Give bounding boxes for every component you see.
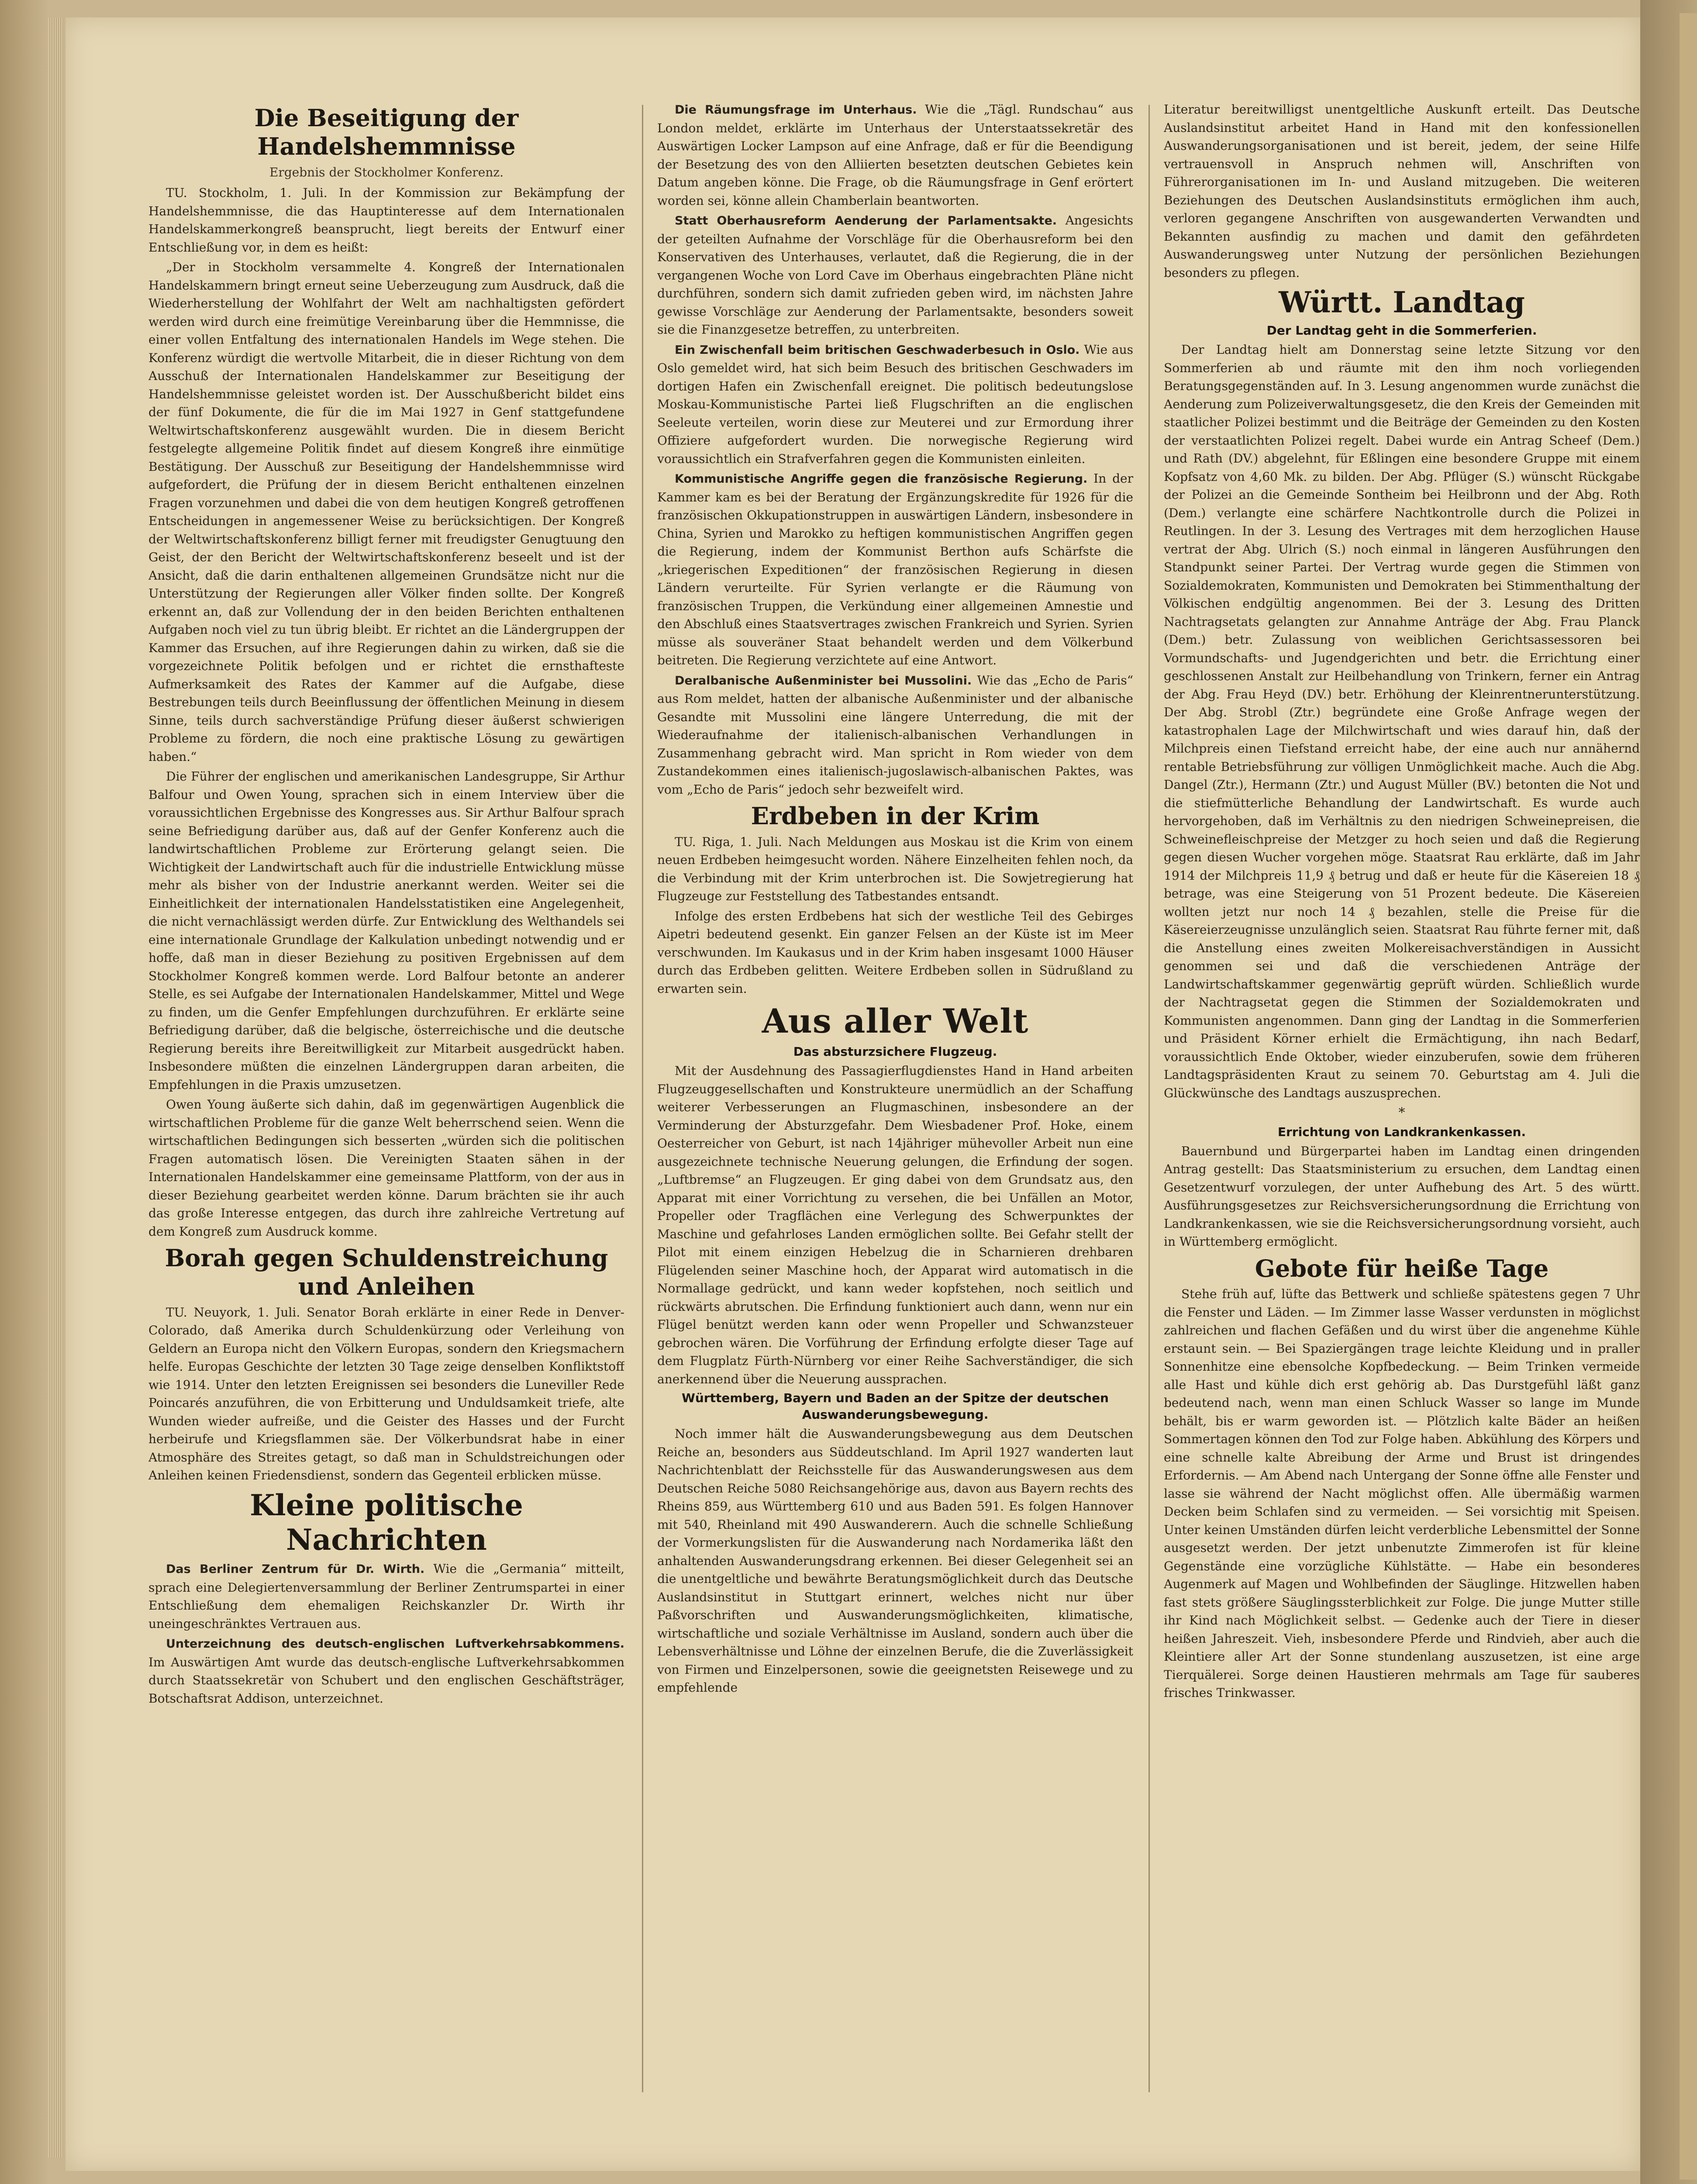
page-stack-edge [48, 17, 63, 2158]
article-paragraph: Bauernbund und Bürgerpartei haben im Landtag einen dringenden Antrag gestellt: Das Staatsministerium zu ersuchen, dem Landtag einen Gesetzentwurf vorzulegen, der unter Aufhebung des Art. 5 des württ. Ausführungsgesetzes zur Reichsversicherungsordnung die Errichtung von Landkrankenkassen, wie sie die Reichsversicherungsordnung vorsieht, auch in Württemberg ermöglicht. [1164, 1144, 1640, 1249]
next-page-edge [1680, 13, 1697, 2180]
news-item-text: Wie die „Tägl. Rundschau“ aus London meldet, erklärte im Unterhaus der Unterstaatssekretär des Auswärtigen Locker Lampson auf eine Anfrage, daß er für die Beendigung der Besetzung des von den Alliierten besetzten deutschen Gebietes kein Datum angeben könne. Die Frage, ob die Räumungsfrage in Genf erörtert worden sei, könne allein Chamberlain beantworten. [657, 102, 1133, 208]
column-middle [657, 100, 1133, 2110]
headline-handelshemmnisse: Die Beseitigung der Handelshemmnisse [254, 104, 519, 160]
article-paragraph: Noch immer hält die Auswanderungsbewegung aus dem Deutschen Reiche an, besonders aus Süddeutschland. Im April 1927 wanderten laut Nachrichtenblatt der Reichsstelle für das Auswanderungswesen aus dem Deutschen Reiche 5080 Reichsangehörige aus, davon aus Bayern rechts des Rheins 859, aus Württemberg 610 und aus Baden 591. Es folgen Hannover mit 540, Rheinland mit 490 Auswanderern. Auch die schnelle Schließung der Vormerkungslisten für die Auswanderung nach Nordamerika läßt den anhaltenden Auswanderungsdrang erkennen. Bei dieser Gelegenheit sei an die unentgeltliche und bewährte Beratungsmöglichkeit durch das Deutsche Auslandsinstitut in Stuttgart erinnert, welches nicht nur über Paßvorschriften und Auswanderungsmöglichkeiten, klimatische, wirtschaftliche und soziale Verhältnisse im Ausland, sondern auch über die Lebensverhältnisse und Löhne der einzelnen Berufe, die die Zuverlässigkeit von Firmen und Einzelpersonen, sowie die geeignetsten Reisewege und zu empfehlende [657, 1427, 1133, 1695]
news-item-head: Deralbanische Außenminister bei Mussolini. [675, 674, 972, 688]
article-paragraph: Literatur bereitwilligst unentgeltliche Auskunft erteilt. Das Deutsche Auslandsinstitut arbeitet Hand in Hand mit den konfessionellen Auswanderungsorganisationen und ist bereit, jedem, der seine Hilfe vertrauensvoll in Anspruch nehmen will, Anschriften von Führerorganisationen im In- und Ausland mitzugeben. Die weiteren Beziehungen des Deutschen Auslandsinstituts ermöglichen ihm auch, verloren gegangene Anschriften von ausgewanderten Verwandten und Bekannten ausfindig zu machen und damit den gefährdeten Auswanderungsweg unter Nutzung der persönlichen Beziehungen besonders zu pflegen. [1164, 102, 1640, 280]
newspaper-page [66, 17, 1640, 2171]
subheadline-landkrankenkassen: Errichtung von Landkrankenkassen. [1277, 1124, 1526, 1139]
news-item-text: Angesichts der geteilten Aufnahme der Vorschläge für die Oberhausreform bei den Konservativen des Unterhauses, verlautet, daß die Regierung, die in der vergangenen Woche von Lord Cave im Oberhaus eingebrachten Pläne nicht durchführen, sondern sich damit zufrieden geben wird, im nächsten Jahre gewisse Vorschläge zur Aenderung der Parlamentsakte, besonders soweit sie die Finanzgesetze betreffen, zu unterbreiten. [657, 213, 1133, 337]
column-left [148, 100, 624, 2110]
separator-star: * [1398, 1105, 1405, 1121]
news-item-text: Wie das „Echo de Paris“ aus Rom meldet, hatten der albanische Außenminister und der albanische Gesandte mit Mussolini eine längere Unterredung, die mit der Wiederaufnahme der italienisch-albanischen Verhandlungen in Zusammenhang gebracht wird. Man spricht in Rom wieder von dem Zustandekommen eines italienisch-jugoslawisch-albanischen Paktes, was vom „Echo de Paris“ jedoch sehr bezweifelt wird. [657, 673, 1133, 797]
news-item [148, 1635, 624, 1707]
binding-edge-left [0, 0, 48, 2184]
article-paragraph: Die Führer der englischen und amerikanischen Landesgruppe, Sir Arthur Balfour und Owen Young, sprachen sich in einem Interview über die voraussichtlichen Ergebnisse des Kongresses aus. Sir Arthur Balfour sprach seine Befriedigung darüber aus, daß auf der Genfer Konferenz auch die landwirtschaftlichen Probleme zur Erörterung gelangt seien. Die Wichtigkeit der Landwirtschaft auch für die industrielle Entwicklung müsse mehr als bisher von der Industrie anerkannt werden. Weiter sei die Einheitlichkeit der internationalen Handelsstatistiken eine Angelegenheit, die nicht vernachlässigt werden dürfe. Zur Entwicklung des Welthandels sei eine internationale Grundlage der Kalkulation unbedingt notwendig und er hoffe, daß man in dieser Beziehung zu positiven Ergebnissen auf dem Stockholmer Kongreß kommen werde. Lord Balfour betonte an anderer Stelle, es sei Aufgabe der Internationalen Handelskammer, Mittel und Wege zu finden, um die Genfer Empfehlungen durchzuführen. Er erklärte seine Befriedigung darüber, daß die belgische, österreichische und die deutsche Regierung bereits ihre Bereitwilligkeit zur Mitarbeit ausgedrückt haben. Insbesondere müßten die einzelnen Ländergruppen daran arbeiten, die Empfehlungen in die Praxis umzusetzen. [148, 769, 624, 1092]
article-paragraph: Der Landtag hielt am Donnerstag seine letzte Sitzung vor den Sommerferien ab und räumte mit den ihm noch vorliegenden Beratungsgegenständen auf. In 3. Lesung angenommen wurde zunächst die Aenderung zum Polizeiverwaltungsgesetz, die den Kreis der Gemeinden mit staatlicher Polizei bestimmt und die Beiträge der Gemeinden zu den Kosten der verstaatlichten Polizei regelt. Dabei wurde ein Antrag Scheef (Dem.) und Rath (DV.) abgelehnt, für Eßlingen eine besondere Gruppe mit einem Kopfsatz von 4,60 Mk. zu bilden. Der Abg. Pflüger (S.) wünscht Rückgabe der Polizei an die Gemeinde Sontheim bei Heilbronn und der Abg. Roth (Dem.) verlangte eine schärfere Nachtkontrolle durch die Polizei in Reutlingen. In der 3. Lesung des Vertrages mit dem herzoglichen Hause vertrat der Abg. Ulrich (S.) noch einmal in längeren Ausführungen den Standpunkt seiner Partei. Der Vertrag wurde gegen die Stimmen von Sozialdemokraten, Kommunisten und Demokraten bei Stimmenthaltung der Völkischen endgültig angenommen. Bei der 3. Lesung des Dritten Nachtragsetats gelangten zur Annahme Anträge der Abg. Frau Planck (Dem.) betr. Zulassung von weiblichen Gerichtsassessoren bei Vormundschafts- und Jugendgerichten und betr. die Errichtung einer geschlossenen Anstalt zur Heilbehandlung von Trinkern, ferner ein Antrag der Abg. Frau Heyd (DV.) betr. Erhöhung der Kleinrentnerunterstützung. Der Abg. Strobl (Ztr.) begründete eine Große Anfrage wegen der katastrophalen Lage der Milchwirtschaft und wies darauf hin, daß der Milchpreis einen Tiefstand erreicht habe, der eine auch nur annähernd rentable Betriebsführung zur völligen Unmöglichkeit mache. Auch die Abg. Dangel (Ztr.), Hermann (Ztr.) und August Müller (BV.) betonten die Not und die stiefmütterliche Behandlung der Landwirtschaft. Es wurde auch hervorgehoben, daß im Verhältnis zu den niedrigen Schweinepreisen, die Schweinefleischpreise der Metzger zu hoch seien und daß die Regierung gegen diesen Wucher vorgehen möge. Staatsrat Rau erklärte, daß im Jahr 1914 der Milchpreis 11,9 ₰ betrug und daß er heute für die Käsereien 18 ₰ betrage, was eine Steigerung von 51 Prozent bedeute. Die Käsereien wollten jetzt nur noch 14 ₰ bezahlen, stelle die Preise für die Käsereierzeugnisse unzulänglich seien. Staatsrat Rau führte ferner mit, daß die Anstellung eines zweiten Molkereisachverständigen in Aussicht genommen sei und daß die verschiedenen Anträge der Landwirtschaftskammer gegenwärtig geprüft würden. Schließlich wurde der Nachtragsetat gegen die Stimmen der Sozialdemokraten und Kommunisten angenommen. Dann ging der Landtag in die Sommerferien und Präsident Körner erhielt die Ermächtigung, ihn nach Bedarf, voraussichtlich Ende Oktober, wieder einzuberufen, sowie dem früheren Landtagspräsidenten Kraut zu seinem 70. Geburtstag am 4. Juli die Glückwünsche des Landtags auszusprechen. [1164, 342, 1640, 1100]
news-item-head: Ein Zwischenfall beim britischen Geschwaderbesuch in Oslo. [675, 343, 1080, 357]
article-paragraph: Owen Young äußerte sich dahin, daß im gegenwärtigen Augenblick die wirtschaftlichen Probleme für die ganze Welt beherrschend seien. Wenn die wirtschaftlichen Bedingungen sich besserten „würden sich die politischen Fragen automatisch lösen. Die Vereinigten Staaten sähen in der Internationalen Handelskammer eine gemeinsame Plattform, von der aus in dieser Beziehung gearbeitet werden könne. Darum brächten sie ihr auch das große Interesse entgegen, das durch ihre zahlreiche Vertretung auf dem Kongreß zum Ausdruck komme. [148, 1097, 624, 1239]
headline-erdbeben: Erdbeben in der Krim [751, 802, 1040, 830]
article-paragraph: TU. Neuyork, 1. Juli. Senator Borah erklärte in einer Rede in Denver-Colorado, daß Amerika durch Schuldenkürzung oder Verleihung von Geldern an Europa nicht den Völkern Europas, sondern den Kriegsmachern helfe. Europas Geschichte der letzten 30 Tage zeige denselben Konfliktstoff wie 1914. Unter den letzten Ereignissen sei besonders die Luneviller Rede Poincarés anzuführen, die von Erbitterung und Unduldsamkeit triefe, alte Wunden wieder aufreiße, und die Geister des Hasses und der Furcht herbeirufe und Kriegsflammen säe. Der Völkerbundsrat habe in einer Atmosphäre des Streites getagt, so daß man in Schuldstreichungen oder Anleihen keinen Friedensdienst, sondern das Gegenteil erblicken müsse. [148, 1305, 624, 1483]
news-item-head: Die Räumungsfrage im Unterhaus. [675, 103, 917, 117]
news-item-text: Wie die „Germania“ mitteilt, sprach eine Delegiertenversammlung der Berliner Zentrumspartei in einer Entschließung dem ehemaligen Reichskanzler Dr. Wirth ihr uneingeschränktes Vertrauen aus. [148, 1562, 624, 1631]
news-item [657, 100, 1133, 210]
news-item [657, 671, 1133, 799]
headline-aus-aller-welt: Aus aller Welt [762, 1002, 1029, 1041]
news-item-head: Das Berliner Zentrum für Dr. Wirth. [166, 1562, 425, 1576]
news-item-head: Unterzeichnung des deutsch-englischen Luftverkehrsabkommens. [166, 1637, 624, 1651]
subheadline-auswanderung: Württemberg, Bayern und Baden an der Spitze der deutschen Auswanderungsbewegung. [681, 1391, 1109, 1422]
article-paragraph: „Der in Stockholm versammelte 4. Kongreß der Internationalen Handelskammern bringt erneut seine Ueberzeugung zum Ausdruck, daß die Wiederherstellung der Wohlfahrt der Welt am nachhaltigsten gefördert werden wird durch eine freimütige Vereinbarung über die Hemmnisse, die einer vollen Entfaltung des internationalen Handels im Wege stehen. Die Konferenz würdigt die wertvolle Mitarbeit, die in dieser Richtung von dem Ausschuß der Internationalen Handelskammer zur Beseitigung der Handelshemmnisse geleistet worden ist. Der Ausschußbericht bildet eins der fünf Dokumente, die für die im Mai 1927 in Genf stattgefundene Weltwirtschaftskonferenz ausgewählt wurden. Die in diesem Bericht festgelegte allgemeine Politik findet auf diesem Kongreß ihre einmütige Bestätigung. Der Ausschuß zur Beseitigung der Handelshemmnisse wird aufgefordert, die Prüfung der in diesem Bericht enthaltenen einzelnen Fragen vorzunehmen und dabei die von dem heutigen Kongreß getroffenen Entscheidungen in angemessener Weise zu berücksichtigen. Der Kongreß der Weltwirtschaftskonferenz billigt ferner mit freudigster Genugtuung den Geist, der den Bericht der Weltwirtschaftskonferenz beseelt und ist der Ansicht, daß die darin enthaltenen allgemeinen Grundsätze nicht nur die Unterstützung der Regierungen aller Völker finden sollte. Der Kongreß erkennt an, daß zur Vollendung der in den beiden Berichten enthaltenen Aufgaben noch viel zu tun übrig bleibt. Er richtet an die Ländergruppen der Kammer das Ersuchen, auf ihre Regierungen dahin zu wirken, daß sie die vorgezeichnete Politik befolgen und er richtet die ernsthafteste Aufmerksamkeit des Rates der Kammer auf die Aufgabe, diese Bestrebungen teils durch Beeinflussung der öffentlichen Meinung in diesem Sinne, teils durch sachverständige Prüfung dieser äußerst schwierigen Probleme zu fördern, die noch eine praktische Lösung zu gewärtigen haben.“ [148, 260, 624, 764]
column-rule [1149, 105, 1150, 2092]
article-paragraph: Infolge des ersten Erdbebens hat sich der westliche Teil des Gebirges Aipetri bedeutend gesenkt. Ein ganzer Felsen an der Küste ist im Meer verschwunden. Im Kaukasus und in der Krim haben insgesamt 1000 Häuser durch das Erdbeben gelitten. Weitere Erdbeben sollen in Südrußland zu erwarten sein. [657, 909, 1133, 996]
news-item [657, 470, 1133, 670]
headline-kleine-nachrichten: Kleine politische Nachrichten [250, 1488, 523, 1557]
subheadline-sommerferien: Der Landtag geht in die Sommerferien. [1266, 323, 1537, 338]
article-paragraph: Mit der Ausdehnung des Passagierflugdienstes Hand in Hand arbeiten Flugzeuggesellschaften und Konstrukteure unermüdlich an der Schaffung weiterer Verbesserungen an Flugmaschinen, insbesondere an der Verminderung der Absturzgefahr. Dem Wiesbadener Prof. Hoke, einem Oesterreicher von Geburt, ist nach 14jähriger mühevoller Arbeit nun eine ausgezeichnete technische Neuerung gelungen, die Erfindung der sogen. „Luftbremse“ an Flugzeugen. Er ging dabei von dem Grundsatz aus, den Apparat mit einer Vorrichtung zu versehen, die bei Unfällen an Motor, Propeller oder Tragflächen eine Verlegung des Schwerpunktes der Maschine und gefahrloses Landen ermöglichen sollte. Bei Gefahr stellt der Pilot mit einem einzigen Hebelzug die in Scharnieren drehbaren Flügelenden seiner Maschine hoch, der Apparat wird automatisch in die Normallage gedrückt, und kann weder kopfstehen, noch seitlich und rückwärts abrutschen. Die Erfindung funktioniert auch dann, wenn nur ein Flügel benützt werden kann oder wenn Propeller und Schwanzsteuer gebrochen wären. Die Vorführung der Erfindung erfolgte dieser Tage auf dem Flugplatz Fürth-Nürnberg vor einer Reihe Sachverständiger, die sich anerkennend über die Neuerung aussprachen. [657, 1064, 1133, 1386]
headline-gebote: Gebote für heiße Tage [1255, 1254, 1549, 1282]
article-paragraph: TU. Riga, 1. Juli. Nach Meldungen aus Moskau ist die Krim von einem neuen Erdbeben heimgesucht worden. Nähere Einzelheiten fehlen noch, da die Verbindung mit der Krim unterbrochen ist. Die Sowjetregierung hat Flugzeuge zur Feststellung des Tatbestandes entsandt. [657, 834, 1133, 904]
news-item-head: Statt Oberhausreform Aenderung der Parlamentsakte. [675, 214, 1057, 228]
news-item-text: In der Kammer kam es bei der Beratung der Ergänzungskredite für 1926 für die französischen Okkupationstruppen in auswärtigen Ländern, insbesondere in China, Syrien und Marokko zu heftigen kommunistischen Angriffen gegen die Regierung, indem der Kommunist Berthon aufs Schärfste die „kriegerischen Expeditionen“ der französischen Regierung in diesen Ländern verurteilte. Für Syrien verlangte er die Räumung von französischen Truppen, die Verkündung einer allgemeinen Amnestie und den Abschluß eines Staatsvertrages zwischen Frankreich und Syrien. Syrien müsse als souveräner Staat behandelt werden und dem Völkerbund beitreten. Die Regierung verzichtete auf eine Antwort. [657, 471, 1133, 667]
headline-borah: Borah gegen Schuldenstreichung und Anleihen [165, 1244, 608, 1300]
article-paragraph: Stehe früh auf, lüfte das Bettwerk und schließe spätestens gegen 7 Uhr die Fenster und Läden. — Im Zimmer lasse Wasser verdunsten in möglichst zahlreichen und flachen Gefäßen und du wirst über die angenehme Kühle erstaunt sein. — Bei Spaziergängen trage leichte Kleidung und in praller Sonnenhitze eine ebensolche Kopfbedeckung. — Beim Trinken vermeide alle Hast und kühle dich erst gehörig ab. Das Durstgefühl läßt ganz bedeutend nach, wenn man einen Schluck Wasser so lange im Munde behält, bis er warm geworden ist. — Plötzlich kalte Bäder an heißen Sommertagen können den Tod zur Folge haben. Abkühlung des Körpers und eine schnelle kalte Abreibung der Arme und Brust ist dringendes Erfordernis. — Am Abend nach Untergang der Sonne öffne alle Fenster und lasse sie während der Nacht möglichst offen. Alle übermäßig warmen Decken beim Schlafen sind zu vermeiden. — Sei vorsichtig mit Speisen. Unter keinen Umständen dürfen leicht verderbliche Lebensmittel der Sonne ausgesetzt werden. Der jetzt unbenutzte Zimmerofen ist für kleine Gegenstände eine vorzügliche Kühlstätte. — Habe ein besonderes Augenmerk auf Magen und Wohlbefinden der Säuglinge. Hitzwellen haben fast stets größere Säuglingssterblichkeit zur Folge. Die junge Mutter stille ihr Kind nach Möglichkeit selbst. — Gedenke auch der Tiere in dieser heißen Jahreszeit. Vieh, insbesondere Pferde und Rindvieh, aber auch die Kleintiere aller Art der Sonne stundenlang auszusetzen, ist eine arge Tierquälerei. Sorge deinen Haustieren mehrmals am Tage für sauberes frisches Trinkwasser. [1164, 1287, 1640, 1700]
subheadline-flugzeug: Das absturzsichere Flugzeug. [793, 1044, 997, 1059]
news-item-head: Kommunistische Angriffe gegen die französische Regierung. [675, 472, 1088, 486]
subheadline: Ergebnis der Stockholmer Konferenz. [269, 165, 504, 180]
column-right [1164, 100, 1640, 2110]
news-item [148, 1560, 624, 1633]
news-item-text: Im Auswärtigen Amt wurde das deutsch-englische Luftverkehrsabkommen durch Staatssekretär von Schubert und den englischen Geschäftsträger, Botschaftsrat Addison, unterzeichnet. [148, 1655, 624, 1706]
article-paragraph: TU. Stockholm, 1. Juli. In der Kommission zur Bekämpfung der Handelshemmnisse, die das Hauptinteresse auf dem Internationalen Handelskammerkongreß beansprucht, liegt bereits der Entwurf einer Entschließung vor, in dem es heißt: [148, 186, 624, 255]
news-item-text: Wie aus Oslo gemeldet wird, hat sich beim Besuch des britischen Geschwaders im dortigen Hafen ein Zwischenfall ereignet. Die politisch bedeutungslose Moskau-Kommunistische Partei ließ Flugschriften an die englischen Seeleute verteilen, worin diese zur Meuterei und zur Ermordung ihrer Offiziere aufgefordert wurden. Die norwegische Regierung wird voraussichtlich ein Strafverfahren gegen die Kommunisten einleiten. [657, 342, 1133, 466]
column-rule [642, 105, 643, 2092]
news-item [657, 211, 1133, 339]
headline-landtag: Württ. Landtag [1279, 285, 1525, 319]
news-item [657, 341, 1133, 468]
